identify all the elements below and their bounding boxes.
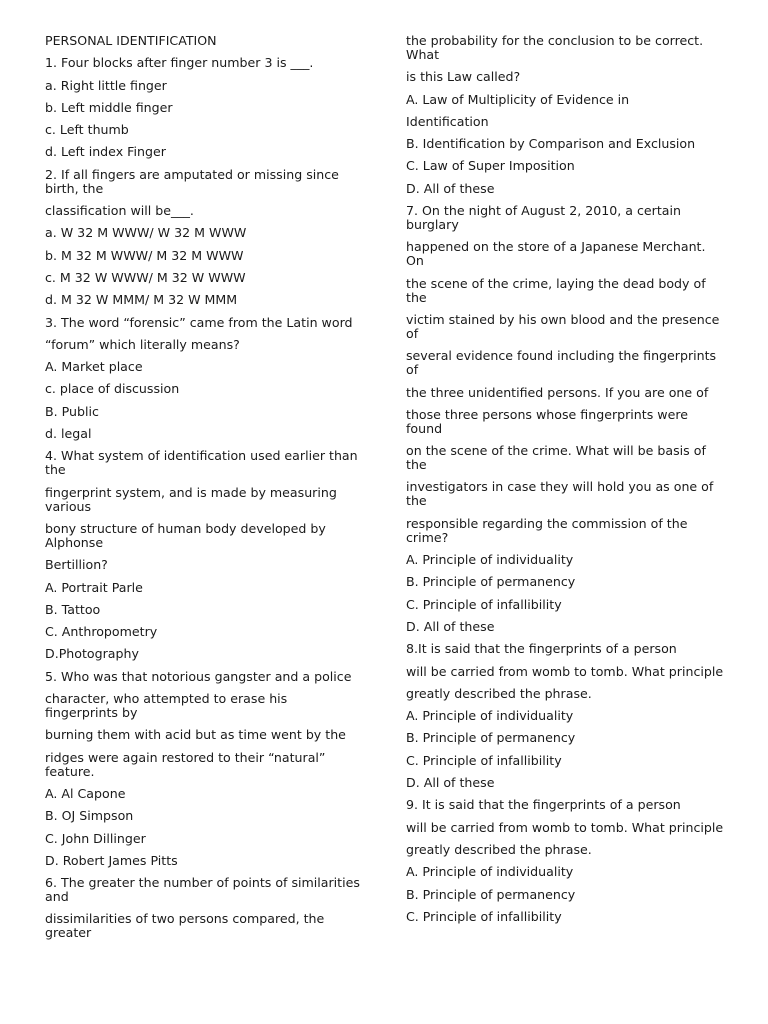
text-line: C. Principle of infallibility xyxy=(406,908,562,924)
left-column xyxy=(45,34,363,949)
text-line: Bertillion? xyxy=(45,557,108,573)
text-line: C. Law of Super Imposition xyxy=(406,158,575,174)
text-line: 5. Who was that notorious gangster and a police xyxy=(45,668,352,684)
text-line: classification will be___. xyxy=(45,203,194,219)
text-line: b. Left middle finger xyxy=(45,99,173,115)
text-line: will be carried from womb to tomb. What principle xyxy=(406,819,724,835)
text-line: ridges were again restored to their “natural” feature. xyxy=(45,749,326,779)
text-line: 4. What system of identification used earlier than the xyxy=(45,448,358,478)
text-line: the probability for the conclusion to be correct. What xyxy=(406,33,704,62)
text-line: fingerprint system, and is made by measuring various xyxy=(45,484,337,514)
text-line: C. John Dillinger xyxy=(45,830,146,846)
text-line: B. Identification by Comparison and Exclusion xyxy=(406,136,696,152)
text-line: D. All of these xyxy=(406,180,495,196)
text-line: 2. If all fingers are amputated or missing since birth, the xyxy=(45,166,339,196)
text-line: C. Principle of infallibility xyxy=(406,752,562,768)
right-column xyxy=(406,34,724,932)
text-line: 3. The word “forensic” came from the Latin word xyxy=(45,314,353,330)
text-line: 1. Four blocks after finger number 3 is ___. xyxy=(45,55,314,71)
text-line: A. Law of Multiplicity of Evidence in xyxy=(406,91,630,107)
text-line: a. W 32 M WWW/ W 32 M WWW xyxy=(45,225,247,241)
text-line: A. Market place xyxy=(45,359,143,375)
text-line: c. M 32 W WWW/ M 32 W WWW xyxy=(45,269,246,285)
text-line: burning them with acid but as time went by the xyxy=(45,727,346,743)
text-line: D. All of these xyxy=(406,775,495,791)
text-line: D. Robert James Pitts xyxy=(45,852,178,868)
text-line: A. Principle of individuality xyxy=(406,864,574,880)
text-line: 9. It is said that the fingerprints of a person xyxy=(406,797,681,813)
text-line: several evidence found including the fingerprints of xyxy=(406,348,717,378)
text-line: PERSONAL IDENTIFICATION xyxy=(45,33,217,48)
text-line: b. M 32 M WWW/ M 32 M WWW xyxy=(45,247,244,263)
text-line: character, who attempted to erase his fingerprints by xyxy=(45,691,288,721)
text-line: a. Right little finger xyxy=(45,77,167,93)
text-line: B. Principle of permanency xyxy=(406,730,576,746)
text-line: 7. On the night of August 2, 2010, a certain burglary xyxy=(406,203,681,233)
text-line: greatly described the phrase. xyxy=(406,841,592,857)
text-line: the scene of the crime, laying the dead body of the xyxy=(406,275,706,305)
text-line: C. Anthropometry xyxy=(45,624,158,640)
text-line: c. Left thumb xyxy=(45,122,129,138)
text-line: B. Tattoo xyxy=(45,601,101,617)
text-line: B. Principle of permanency xyxy=(406,574,576,590)
text-line: investigators in case they will hold you as one of the xyxy=(406,479,714,509)
text-line: Identification xyxy=(406,113,489,129)
text-line: d. Left index Finger xyxy=(45,144,166,160)
text-line: is this Law called? xyxy=(406,69,521,85)
text-line: A. Principle of individuality xyxy=(406,708,574,724)
text-line: greatly described the phrase. xyxy=(406,685,592,701)
text-line: the three unidentified persons. If you are one of xyxy=(406,384,709,400)
text-line: happened on the store of a Japanese Merchant. On xyxy=(406,239,706,269)
text-line: on the scene of the crime. What will be basis of the xyxy=(406,443,706,473)
text-line: d. legal xyxy=(45,426,92,442)
text-line: B. Principle of permanency xyxy=(406,886,576,902)
text-line: B. OJ Simpson xyxy=(45,808,134,824)
text-line: responsible regarding the commission of the crime? xyxy=(406,515,688,545)
text-line: A. Al Capone xyxy=(45,785,126,801)
text-line: bony structure of human body developed by Alphonse xyxy=(45,520,326,550)
text-line: will be carried from womb to tomb. What principle xyxy=(406,663,724,679)
text-line: 6. The greater the number of points of similarities and xyxy=(45,875,360,905)
text-line: those three persons whose fingerprints were found xyxy=(406,406,688,436)
text-line: B. Public xyxy=(45,403,99,419)
text-line: “forum” which literally means? xyxy=(45,336,240,352)
text-line: C. Principle of infallibility xyxy=(406,596,562,612)
text-line: A. Principle of individuality xyxy=(406,552,574,568)
text-line: c. place of discussion xyxy=(45,381,180,397)
text-line: dissimilarities of two persons compared, the greater xyxy=(45,911,325,941)
text-line: A. Portrait Parle xyxy=(45,579,143,595)
text-line: d. M 32 W MMM/ M 32 W MMM xyxy=(45,292,238,308)
text-line: victim stained by his own blood and the presence of xyxy=(406,311,720,341)
text-line: D.Photography xyxy=(45,646,139,662)
text-line: D. All of these xyxy=(406,618,495,634)
text-line: 8.It is said that the fingerprints of a person xyxy=(406,641,677,657)
